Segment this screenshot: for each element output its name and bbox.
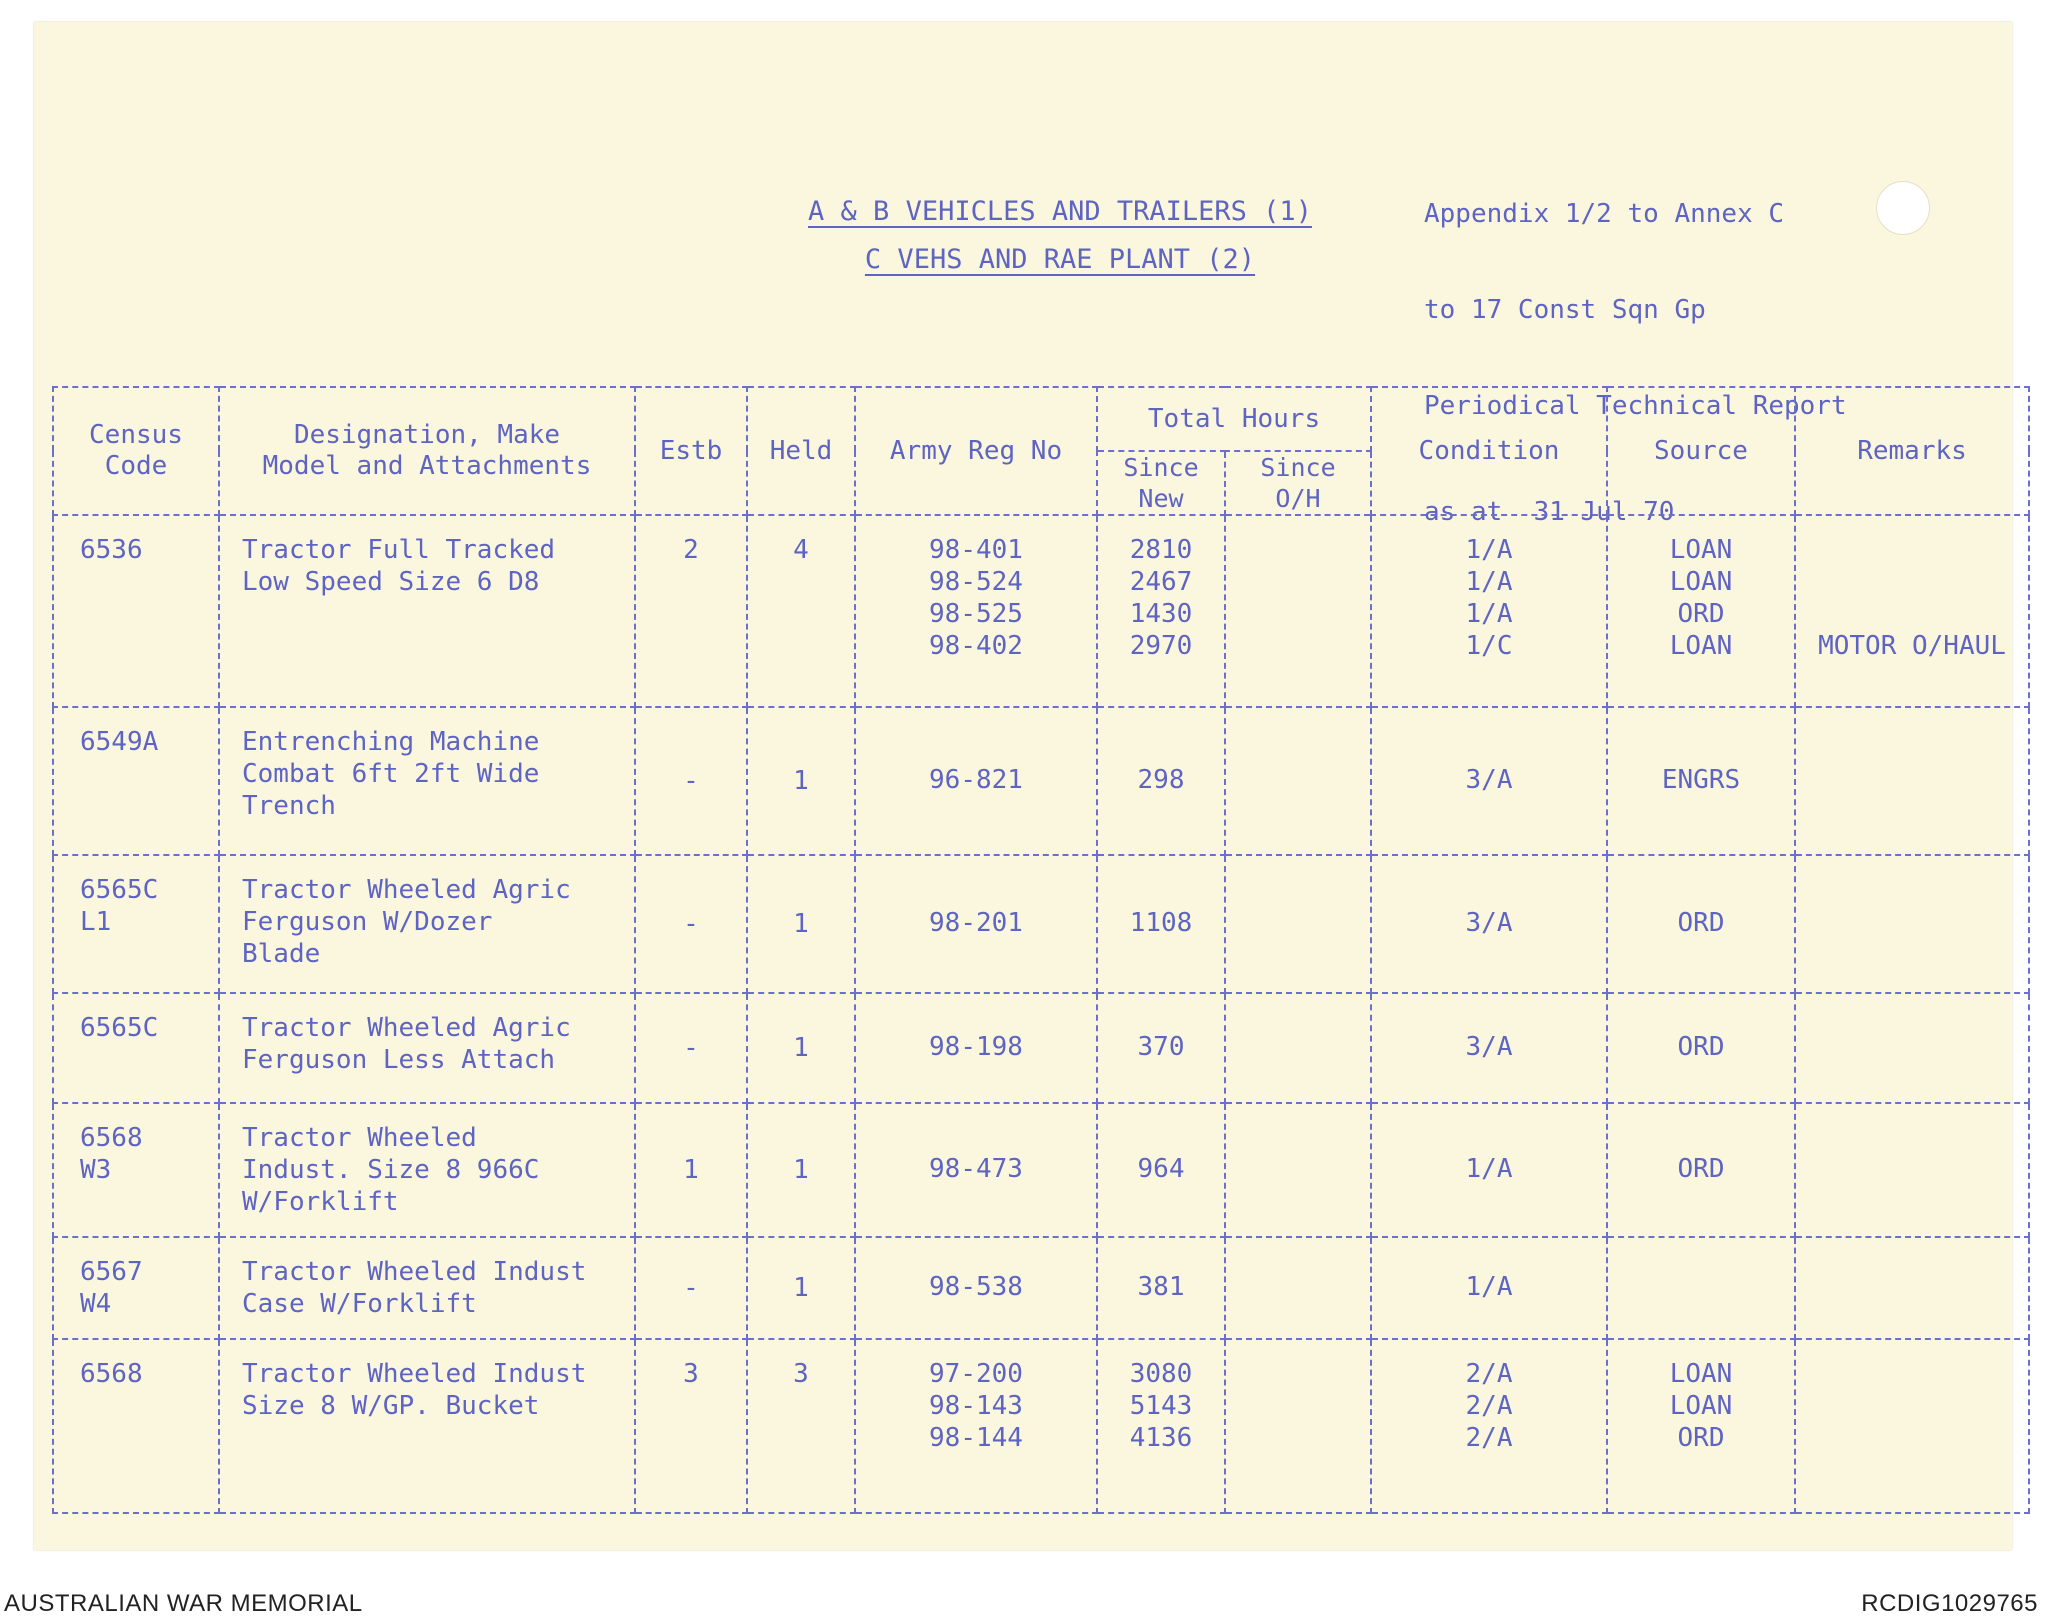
remarks-line: MOTOR O/HAUL bbox=[1818, 631, 2006, 661]
army-reg-line: 98-143 bbox=[929, 1391, 1023, 1421]
since-new-cell bbox=[1097, 515, 1225, 707]
table-row bbox=[53, 1237, 2029, 1339]
header-remarks: Remarks bbox=[1795, 387, 2029, 515]
source-cell bbox=[1607, 855, 1795, 993]
remarks-cell bbox=[1795, 515, 2029, 707]
designation-cell bbox=[219, 1339, 635, 1513]
since-oh-cell bbox=[1225, 1339, 1371, 1513]
designation-line: Tractor Wheeled Indust bbox=[242, 1359, 587, 1389]
condition-cell bbox=[1371, 1237, 1607, 1339]
census-code-line: 6567 bbox=[80, 1257, 143, 1287]
army-reg-line: 98-402 bbox=[929, 631, 1023, 661]
designation-cell bbox=[219, 855, 635, 993]
since-new-line: 370 bbox=[1137, 1032, 1185, 1062]
since-new-line: 1108 bbox=[1129, 908, 1193, 938]
since-new-line: 381 bbox=[1137, 1272, 1185, 1302]
since-new-line: 4136 bbox=[1129, 1423, 1193, 1453]
since-new-line: 2467 bbox=[1129, 567, 1193, 597]
appendix-line: to 17 Const Sqn Gp bbox=[1424, 295, 1706, 325]
since-oh-cell bbox=[1225, 993, 1371, 1103]
held-cell bbox=[747, 707, 855, 855]
held-cell bbox=[747, 993, 855, 1103]
source-line: ORD bbox=[1677, 1154, 1725, 1184]
punch-hole bbox=[1876, 181, 1930, 235]
held-cell bbox=[747, 515, 855, 707]
remarks-cell bbox=[1795, 855, 2029, 993]
estb-cell bbox=[635, 1237, 747, 1339]
remarks-cell bbox=[1795, 1237, 2029, 1339]
condition-line: 1/A bbox=[1465, 535, 1513, 565]
source-line: LOAN bbox=[1669, 1391, 1733, 1421]
condition-line: 1/A bbox=[1465, 567, 1513, 597]
since-new-line: 2970 bbox=[1129, 631, 1193, 661]
held-value: 1 bbox=[793, 909, 809, 939]
source-line: LOAN bbox=[1669, 1359, 1733, 1389]
army-reg-line: 98-524 bbox=[929, 567, 1023, 597]
designation-line: Tractor Wheeled Indust bbox=[242, 1257, 587, 1287]
header-designation: Designation, Make Model and Attachments bbox=[219, 387, 635, 515]
army-reg-cell bbox=[855, 855, 1097, 993]
since-new-line: 298 bbox=[1137, 765, 1185, 795]
condition-line: 2/A bbox=[1465, 1391, 1513, 1421]
census-code-line: L1 bbox=[80, 907, 112, 937]
condition-cell bbox=[1371, 1339, 1607, 1513]
since-new-line: 3080 bbox=[1129, 1359, 1193, 1389]
table-row bbox=[53, 1103, 2029, 1237]
army-reg-cell bbox=[855, 515, 1097, 707]
designation-line: Combat 6ft 2ft Wide bbox=[242, 759, 540, 789]
table-row bbox=[53, 707, 2029, 855]
remarks-cell bbox=[1795, 1339, 2029, 1513]
army-reg-cell bbox=[855, 1339, 1097, 1513]
designation-line: Entrenching Machine bbox=[242, 727, 540, 757]
designation-line: Trench bbox=[242, 791, 336, 821]
condition-cell bbox=[1371, 515, 1607, 707]
army-reg-cell bbox=[855, 1237, 1097, 1339]
appendix-date: as at 31 Jul 70 bbox=[1424, 497, 1675, 527]
remarks-cell bbox=[1795, 993, 2029, 1103]
table-row bbox=[53, 855, 2029, 993]
condition-line: 1/C bbox=[1465, 631, 1513, 661]
designation-line: Tractor Wheeled Agric bbox=[242, 1013, 571, 1043]
condition-line: 3/A bbox=[1465, 908, 1513, 938]
since-new-cell bbox=[1097, 855, 1225, 993]
army-reg-line: 96-821 bbox=[929, 765, 1023, 795]
designation-line: Ferguson W/Dozer bbox=[242, 907, 493, 937]
appendix-line: Periodical Technical Report bbox=[1424, 391, 1847, 421]
remarks-line bbox=[1796, 534, 2028, 566]
held-value: 1 bbox=[793, 766, 809, 796]
condition-cell bbox=[1371, 855, 1607, 993]
since-oh-cell bbox=[1225, 855, 1371, 993]
army-reg-cell bbox=[855, 707, 1097, 855]
estb-cell bbox=[635, 855, 747, 993]
condition-cell bbox=[1371, 993, 1607, 1103]
header-army-reg-no: Army Reg No bbox=[855, 387, 1097, 515]
since-new-cell bbox=[1097, 1237, 1225, 1339]
estb-value: - bbox=[683, 1273, 699, 1303]
census-code-cell bbox=[53, 515, 219, 707]
condition-line: 1/A bbox=[1465, 599, 1513, 629]
estb-value: 2 bbox=[683, 535, 699, 565]
source-line: ENGRS bbox=[1661, 765, 1741, 795]
header-since-new: Since New bbox=[1097, 451, 1225, 515]
since-new-line: 5143 bbox=[1129, 1391, 1193, 1421]
vehicle-plant-table bbox=[52, 386, 2030, 1514]
header-since-oh: Since O/H bbox=[1225, 451, 1371, 515]
census-code-cell bbox=[53, 707, 219, 855]
appendix-line: Appendix 1/2 to Annex C bbox=[1424, 199, 1785, 229]
since-oh-cell bbox=[1225, 1237, 1371, 1339]
since-oh-cell bbox=[1225, 1103, 1371, 1237]
designation-cell bbox=[219, 1103, 635, 1237]
designation-line: Tractor Wheeled bbox=[242, 1123, 477, 1153]
held-cell bbox=[747, 855, 855, 993]
designation-line: Tractor Full Tracked bbox=[242, 535, 556, 565]
condition-line: 2/A bbox=[1465, 1423, 1513, 1453]
census-code-line: 6565C bbox=[80, 875, 159, 905]
since-new-line: 964 bbox=[1137, 1154, 1185, 1184]
table-row bbox=[53, 515, 2029, 707]
footer-record-id: RCDIG1029765 bbox=[1861, 1590, 2038, 1617]
estb-cell bbox=[635, 515, 747, 707]
remarks-line bbox=[1796, 566, 2028, 598]
estb-value: - bbox=[683, 1033, 699, 1063]
since-new-line: 2810 bbox=[1129, 535, 1193, 565]
source-line: ORD bbox=[1677, 908, 1725, 938]
census-code-line: 6565C bbox=[80, 1013, 159, 1043]
census-code-cell bbox=[53, 993, 219, 1103]
army-reg-line: 98-198 bbox=[929, 1032, 1023, 1062]
condition-line: 1/A bbox=[1465, 1154, 1513, 1184]
held-value: 3 bbox=[793, 1359, 809, 1389]
table-row bbox=[53, 1339, 2029, 1513]
held-value: 1 bbox=[793, 1273, 809, 1303]
header-held: Held bbox=[747, 387, 855, 515]
footer-source-label: AUSTRALIAN WAR MEMORIAL bbox=[4, 1590, 363, 1617]
source-cell bbox=[1607, 1103, 1795, 1237]
held-cell bbox=[747, 1237, 855, 1339]
army-reg-line: 98-525 bbox=[929, 599, 1023, 629]
source-line: ORD bbox=[1677, 599, 1725, 629]
source-line: LOAN bbox=[1669, 535, 1733, 565]
since-new-cell bbox=[1097, 707, 1225, 855]
since-oh-cell bbox=[1225, 515, 1371, 707]
condition-cell bbox=[1371, 1103, 1607, 1237]
estb-value: 1 bbox=[683, 1155, 699, 1185]
source-cell bbox=[1607, 515, 1795, 707]
army-reg-cell bbox=[855, 993, 1097, 1103]
source-line: LOAN bbox=[1669, 631, 1733, 661]
source-cell bbox=[1607, 707, 1795, 855]
source-line: LOAN bbox=[1669, 567, 1733, 597]
source-cell bbox=[1607, 1237, 1795, 1339]
designation-line: Size 8 W/GP. Bucket bbox=[242, 1391, 540, 1421]
remarks-cell bbox=[1795, 1103, 2029, 1237]
designation-line: Blade bbox=[242, 939, 321, 969]
header-source: Source bbox=[1607, 387, 1795, 515]
title-line-1: A & B VEHICLES AND TRAILERS (1) bbox=[808, 196, 1312, 227]
army-reg-line: 98-201 bbox=[929, 908, 1023, 938]
condition-line: 2/A bbox=[1465, 1359, 1513, 1389]
census-code-line: 6549A bbox=[80, 727, 159, 757]
census-code-line: 6568 bbox=[80, 1359, 143, 1389]
estb-value: - bbox=[683, 909, 699, 939]
since-new-cell bbox=[1097, 993, 1225, 1103]
census-code-cell bbox=[53, 855, 219, 993]
census-code-line: W4 bbox=[80, 1289, 112, 1319]
table-row bbox=[53, 993, 2029, 1103]
designation-cell bbox=[219, 993, 635, 1103]
remarks-cell bbox=[1795, 707, 2029, 855]
estb-cell bbox=[635, 993, 747, 1103]
condition-line: 3/A bbox=[1465, 765, 1513, 795]
army-reg-line: 98-473 bbox=[929, 1154, 1023, 1184]
estb-value: - bbox=[683, 766, 699, 796]
source-cell bbox=[1607, 1339, 1795, 1513]
army-reg-cell bbox=[855, 1103, 1097, 1237]
header-estb: Estb bbox=[635, 387, 747, 515]
army-reg-line: 97-200 bbox=[929, 1359, 1023, 1389]
since-new-cell bbox=[1097, 1339, 1225, 1513]
census-code-line: 6568 bbox=[80, 1123, 143, 1153]
since-new-cell bbox=[1097, 1103, 1225, 1237]
census-code-cell bbox=[53, 1339, 219, 1513]
designation-line: W/Forklift bbox=[242, 1187, 399, 1217]
source-line: ORD bbox=[1677, 1032, 1725, 1062]
army-reg-line: 98-144 bbox=[929, 1423, 1023, 1453]
census-code-cell bbox=[53, 1237, 219, 1339]
remarks-line bbox=[1796, 598, 2028, 630]
designation-line: Ferguson Less Attach bbox=[242, 1045, 556, 1075]
condition-line: 1/A bbox=[1465, 1272, 1513, 1302]
header-census-code: Census Code bbox=[53, 387, 219, 515]
header-total-hours: Total Hours bbox=[1097, 387, 1371, 451]
census-code-cell bbox=[53, 1103, 219, 1237]
estb-cell bbox=[635, 1339, 747, 1513]
source-line: ORD bbox=[1677, 1423, 1725, 1453]
designation-cell bbox=[219, 1237, 635, 1339]
held-value: 1 bbox=[793, 1033, 809, 1063]
since-oh-cell bbox=[1225, 707, 1371, 855]
army-reg-line: 98-401 bbox=[929, 535, 1023, 565]
held-value: 4 bbox=[793, 535, 809, 565]
designation-cell bbox=[219, 515, 635, 707]
condition-cell bbox=[1371, 707, 1607, 855]
title-line-2: C VEHS AND RAE PLANT (2) bbox=[864, 244, 1256, 275]
since-new-line: 1430 bbox=[1129, 599, 1193, 629]
held-cell bbox=[747, 1103, 855, 1237]
header-condition: Condition bbox=[1371, 387, 1607, 515]
held-cell bbox=[747, 1339, 855, 1513]
designation-line: Low Speed Size 6 D8 bbox=[242, 567, 540, 597]
condition-line: 3/A bbox=[1465, 1032, 1513, 1062]
designation-line: Tractor Wheeled Agric bbox=[242, 875, 571, 905]
estb-value: 3 bbox=[683, 1359, 699, 1389]
estb-cell bbox=[635, 1103, 747, 1237]
census-code-line: 6536 bbox=[80, 535, 143, 565]
designation-line: Indust. Size 8 966C bbox=[242, 1155, 540, 1185]
army-reg-line: 98-538 bbox=[929, 1272, 1023, 1302]
census-code-line: W3 bbox=[80, 1155, 112, 1185]
source-cell bbox=[1607, 993, 1795, 1103]
designation-cell bbox=[219, 707, 635, 855]
estb-cell bbox=[635, 707, 747, 855]
designation-line: Case W/Forklift bbox=[242, 1289, 477, 1319]
held-value: 1 bbox=[793, 1155, 809, 1185]
